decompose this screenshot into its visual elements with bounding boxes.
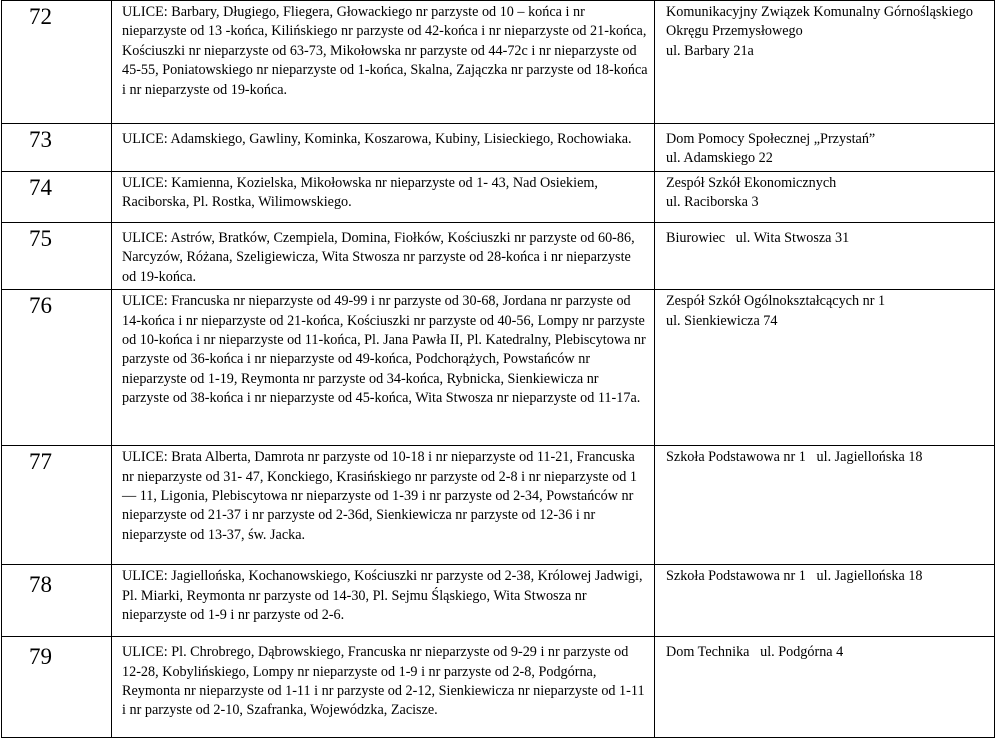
polling-place [655, 124, 995, 172]
polling-place [655, 637, 995, 738]
polling-place [655, 446, 995, 565]
table-row [2, 565, 995, 637]
streets-list: ULICE: Jagiellońska, Kochanowskiego, Kościuszki nr parzyste od 2-38, Królowej Jadwigi, Pl. Miarki, Reymonta nr parzyste od 14-30, Pl. Sejmu Śląskiego, Wita Stwosza nr nieparzyste od 1-9 i nr parzyste od 2-6. [112, 565, 655, 637]
polling-place-address: ul. Barbary 21a [666, 42, 754, 59]
polling-place-name: Szkoła Podstawowa nr 1 ul. Jagiellońska 18 [666, 449, 923, 466]
polling-place [655, 1, 995, 124]
polling-place-address: ul. Adamskiego 22 [666, 150, 773, 167]
district-number: 73 [2, 124, 112, 172]
streets-list: ULICE: Barbary, Długiego, Fliegera, Głowackiego nr parzyste od 10 – końca i nr nieparzyste od 13 -końca, Kilińskiego nr parzyste od 42-końca i nr nieparzyste od 21-końca, Kościuszki nr nieparzyste od 63-73, Mikołowska nr parzyste od 44-72c i nr nieparzyste od 45-55, Poniatowskiego nr nieparzyste od 1-końca, Skalna, Zajączka nr parzyste od 18-końca i nr nieparzyste od 19-końca. [112, 1, 655, 124]
streets-list [112, 124, 655, 172]
polling-districts-table [1, 0, 995, 738]
table-row [2, 446, 995, 565]
streets-list: ULICE: Kamienna, Kozielska, Mikołowska nr nieparzyste od 1- 43, Nad Osiekiem, Raciborska, Pl. Rostka, Wilimowskiego. [112, 172, 655, 223]
polling-place-name: Komunikacyjny Związek Komunalny Górnośląskiego Okręgu Przemysłowego [666, 4, 977, 40]
district-number-text: 78 [29, 572, 52, 598]
polling-place [655, 223, 995, 290]
polling-place-name: Dom Pomocy Społecznej „Przystań” [666, 131, 876, 147]
polling-place [655, 290, 995, 446]
streets-list [112, 223, 655, 290]
table-row [2, 1, 995, 124]
polling-place-name: Zespół Szkół Ekonomicznych [666, 175, 837, 191]
streets-list [112, 637, 655, 738]
table-row [2, 223, 995, 290]
table-row [2, 172, 995, 223]
polling-place-address: ul. Sienkiewicza 74 [666, 312, 778, 329]
district-number: 76 [2, 290, 112, 446]
table-row [2, 290, 995, 446]
polling-place-name: Dom Technika ul. Podgórna 4 [666, 644, 844, 661]
streets-text: ULICE: Pl. Chrobrego, Dąbrowskiego, Francuska nr nieparzyste od 9-29 i nr parzyste od 12-28, Kobylińskiego, Lompy nr nieparzyste od 1-9 i nr parzyste od 2-8, Podgórna, Reymonta nr nieparzyste od 1-11 i nr parzyste od 2-12, Sienkiewicza nr nieparzyste od 1-11 i nr parzyste od 2-10, Szafranka, Wojewódzka, Zacisze. [122, 644, 649, 719]
streets-list: ULICE: Francuska nr nieparzyste od 49-99 i nr parzyste od 30-68, Jordana nr parzyste od 14-końca i nr nieparzyste od 21-końca, Kościuszki nr parzyste od 40-56, Lompy nr parzyste od 10-końca i nr nieparzyste od 11-końca, Pl. Jana Pawła II, Pl. Katedralny, Plebiscytowa nr parzyste od 36-końca i nr nieparzyste od 49-końca, Podchorążych, Powstańców nr nieparzyste od 1-19, Reymonta nr parzyste od 34-końca, Rybnicka, Sienkiewicza nr parzyste od 38-końca i nr nieparzyste od 45-końca, Wita Stwosza nr nieparzyste od 11-17a. [112, 290, 655, 446]
polling-place-address: ul. Raciborska 3 [666, 194, 759, 211]
district-number: 72 [2, 1, 112, 124]
district-number-text: 79 [29, 644, 52, 670]
polling-place-name: Zespół Szkół Ogólnokształcących nr 1 [666, 293, 886, 310]
district-number [2, 637, 112, 738]
polling-place [655, 172, 995, 223]
table-row [2, 637, 995, 738]
streets-text: ULICE: Astrów, Bratków, Czempiela, Domina, Fiołków, Kościuszki nr parzyste od 60-86, Narcyzów, Różana, Szeligiewicza, Wita Stwosza nr parzyste od 28-końca i nr nieparzyste od 19-końca. [122, 230, 639, 285]
polling-place-name: Biurowiec ul. Wita Stwosza 31 [666, 230, 850, 246]
district-number: 75 [2, 223, 112, 290]
polling-place [655, 565, 995, 637]
table-row [2, 124, 995, 172]
district-number [2, 565, 112, 637]
streets-text: ULICE: Adamskiego, Gawliny, Kominka, Koszarowa, Kubiny, Lisieckiego, Rochowiaka. [122, 131, 632, 147]
polling-place-name: Szkoła Podstawowa nr 1 ul. Jagiellońska 18 [666, 568, 923, 585]
district-number: 74 [2, 172, 112, 223]
district-number: 77 [2, 446, 112, 565]
streets-list: ULICE: Brata Alberta, Damrota nr parzyste od 10-18 i nr nieparzyste od 11-21, Francuska nr nieparzyste od 31- 47, Konckiego, Krasińskiego nr parzyste od 2-8 i nr nieparzyste od 1 — 11, Ligonia, Plebiscytowa nr nieparzyste od 1-39 i nr parzyste od 2-34, Powstańców nr nieparzyste od 21-37 i nr parzyste od 2-36d, Sienkiewicza nr parzyste od 12-36 i nr nieparzyste od 13-37, św. Jacka. [112, 446, 655, 565]
